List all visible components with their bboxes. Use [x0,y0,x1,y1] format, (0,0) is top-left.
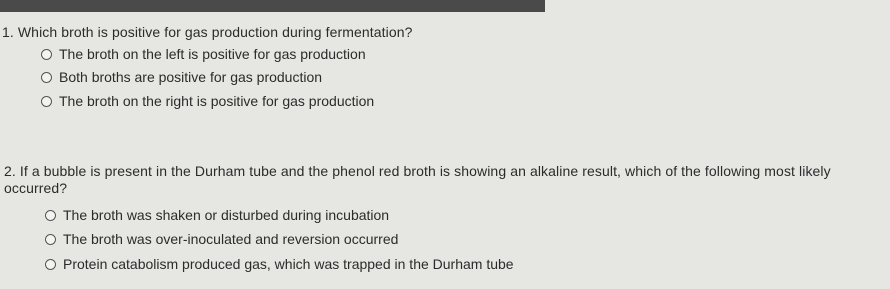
radio-button-icon[interactable] [45,259,56,270]
option-label: The broth was over-inoculated and reversion occurred [63,231,399,247]
question-2-text: 2. If a bubble is present in the Durham tube and the phenol red broth is showing an alkaline result, which of the following most likely occurred? [4,163,831,196]
option-label: Protein catabolism produced gas, which was trapped in the Durham tube [63,256,514,272]
option-label: The broth on the left is positive for gas production [59,46,366,62]
top-bar [0,0,545,12]
radio-button-icon[interactable] [41,49,52,60]
question-2-option-2[interactable] [45,231,398,248]
radio-button-icon[interactable] [41,72,52,83]
question-1-option-2[interactable] [41,69,322,86]
option-label: Both broths are positive for gas production [59,69,323,85]
question-1-option-3[interactable] [41,93,374,110]
option-label: The broth was shaken or disturbed during incubation [63,207,390,223]
question-2-option-1[interactable] [45,207,389,224]
radio-button-icon[interactable] [45,210,56,221]
question-2-option-3[interactable] [45,256,514,273]
question-1-option-1[interactable] [41,46,366,63]
radio-button-icon[interactable] [45,234,56,245]
question-1-text: 1. Which broth is positive for gas production during fermentation? [2,24,413,40]
option-label: The broth on the right is positive for gas production [59,93,375,109]
radio-button-icon[interactable] [41,96,52,107]
